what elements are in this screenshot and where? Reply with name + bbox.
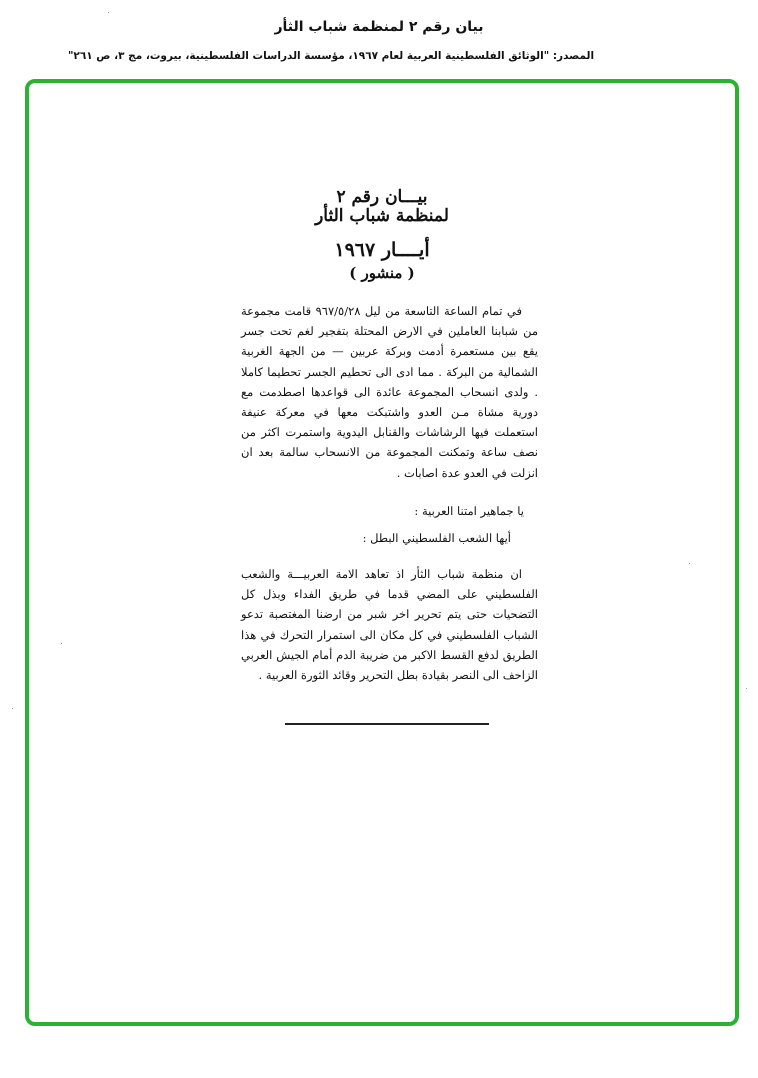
scanned-document (29, 83, 735, 1022)
page-title: بيان رقم ٢ لمنظمة شباب الثأر (274, 19, 484, 35)
document-frame (25, 79, 739, 1026)
greeting-masses: يا جماهير امتنا العربية : (414, 504, 524, 518)
organization-heading: لمنظمة شباب الثأر (315, 206, 449, 226)
statement-type: ( منشور ) (349, 264, 415, 282)
scan-speck (12, 708, 13, 709)
page-header (0, 0, 758, 75)
scan-speck (746, 688, 747, 689)
paragraph-1-text: في تمام الساعة التاسعة من ليل ٩٦٧/٥/٢٨ قامت مجموعة من شبابنا العاملين في الارض المحتلة بتفجير لغم تحت جسر يقع بين مستعمرة أدمت وبركة عربين — من الجهة الغربية الشمالية من البركة . مما ادى الى تحطيم الجسر تحطيما كاملا . ولدى انسحاب المجموعة عائدة الى قواعدها اصطدمت مع دورية مشاة مـن العدو واشتبكت معها في معركة عنيفة استعملت فيها الرشاشات والقنابل اليدوية واستمرت اكثر من نصف ساعة وتمكنت المجموعة من الانسحاب سالمة بعد ان انزلت في العدو عدة اصابات . (241, 304, 538, 480)
scan-speck (61, 643, 62, 644)
paragraph-pledge (241, 564, 538, 685)
statement-date: أيــــار ١٩٦٧ (334, 239, 430, 261)
source-citation: المصدر: "الوثائق الفلسطينية العربية لعام ١٩٦٧، مؤسسة الدراسات الفلسطينية، بيروت، مج ٣، ص ٢٦١" (67, 50, 595, 62)
scan-speck (108, 12, 109, 13)
paragraph-2-text: ان منظمة شباب الثأر اذ تعاهد الامة العربيـــة والشعب الفلسطيني على المضي قدما في طريق الفداء وبذل كل التضحيات حتى يتم تحرير اخر شبر من ارضنا المغتصبة تدعو الشباب الفلسطيني في كل مكان الى استمرار التحرك في هذا الطريق لدفع القسط الاكبر من ضريبة الدم أمام الجيش العربي الزاحف الى النصر بقيادة بطل التحرير وقائد الثورة العربية . (241, 567, 538, 683)
greeting-people: أيها الشعب الفلسطيني البطل : (362, 531, 511, 545)
closing-rule (285, 723, 489, 725)
paragraph-operation (241, 301, 538, 483)
statement-heading: بيـــان رقم ٢ (336, 187, 428, 207)
scan-speck (689, 563, 690, 564)
